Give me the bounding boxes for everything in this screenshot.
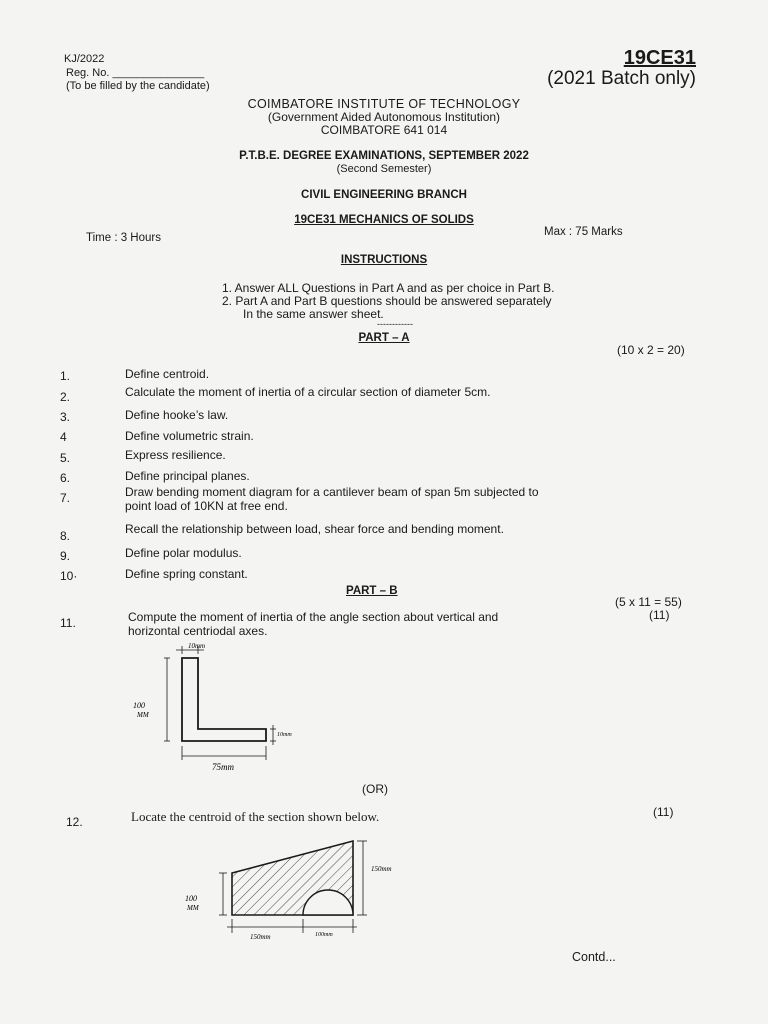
q12-marks: (11) <box>653 805 674 819</box>
question-text: Compute the moment of inertia of the angle section about vertical and <box>128 610 499 624</box>
part-a-heading: PART – A <box>358 332 410 344</box>
question-text: Define volumetric strain. <box>125 429 254 443</box>
question-text: Define polar modulus. <box>125 546 242 560</box>
dim-bottom-label: 75mm <box>212 762 234 772</box>
continued-note: Contd... <box>572 950 616 964</box>
part-b-marks: (5 x 11 = 55) <box>615 595 682 609</box>
question-text: Express resilience. <box>125 448 226 462</box>
dim-bottom-right-label: 100mm <box>315 932 333 938</box>
dim-top-label: 10mm <box>188 642 206 650</box>
dim-right-label: 150mm <box>371 865 392 873</box>
instruction-1: 1. Answer ALL Questions in Part A and as per choice in Part B. <box>222 281 555 295</box>
question-number: 11. <box>60 616 76 630</box>
question-number: 6. <box>60 471 71 485</box>
question-text-cont: horizontal centriodal axes. <box>128 624 268 638</box>
question-number: 7. <box>60 491 71 505</box>
angle-section-figure <box>120 640 320 785</box>
question-text: Define spring constant. <box>125 567 248 581</box>
question-text: Define centroid. <box>125 367 210 381</box>
instruction-2-cont: In the same answer sheet. <box>243 307 384 321</box>
question-number: 2. <box>60 390 71 404</box>
course-code: 19CE31 <box>623 47 696 69</box>
question-number: 4 <box>60 430 67 444</box>
question-number: 3. <box>60 410 71 424</box>
question-text-cont: point load of 10KN at free end. <box>125 499 288 513</box>
instructions-heading: INSTRUCTIONS <box>340 254 428 266</box>
exam-title: P.T.B.E. DEGREE EXAMINATIONS, SEPTEMBER 2022 <box>239 150 529 162</box>
dim-left-unit: MM <box>187 904 199 912</box>
or-separator: (OR) <box>362 782 388 796</box>
dim-left-label: 100 <box>133 701 145 710</box>
question-text: Calculate the moment of inertia of a circular section of diameter 5cm. <box>125 385 491 399</box>
dim-left-label: 100 <box>185 894 197 903</box>
dim-left-unit: MM <box>137 711 149 719</box>
institution-type: (Government Aided Autonomous Institution) <box>267 110 501 124</box>
institution-city: COIMBATORE 641 014 <box>320 123 448 137</box>
question-text: Locate the centroid of the section shown below. <box>131 809 380 824</box>
exam-semester: (Second Semester) <box>336 163 432 175</box>
q11-marks: (11) <box>649 608 670 622</box>
exam-ref: KJ/2022 <box>64 53 105 65</box>
question-text: Define hooke’s law. <box>125 408 229 422</box>
exam-time: Time : 3 Hours <box>86 232 161 244</box>
instruction-2: 2. Part A and Part B questions should be answered separately <box>222 294 552 308</box>
dim-right-label: 10mm <box>277 732 292 738</box>
question-text: Define principal planes. <box>125 469 250 483</box>
question-number: 10· <box>60 569 78 583</box>
dim-bottom-left-label: 150mm <box>250 933 271 941</box>
part-b-heading: PART – B <box>346 585 398 597</box>
trapezoid-section-figure <box>175 835 415 945</box>
question-text: Recall the relationship between load, shear force and bending moment. <box>125 522 504 536</box>
question-number: 8. <box>60 529 71 543</box>
question-number: 9. <box>60 549 71 563</box>
subject-title: 19CE31 MECHANICS OF SOLIDS <box>294 214 474 226</box>
instructions-divider: ------------ <box>377 319 413 329</box>
question-text: Draw bending moment diagram for a cantilever beam of span 5m subjected to <box>125 485 539 499</box>
institution-name: COIMBATORE INSTITUTE OF TECHNOLOGY <box>247 97 521 111</box>
fill-note: (To be filled by the candidate) <box>66 80 210 92</box>
branch: CIVIL ENGINEERING BRANCH <box>301 189 467 201</box>
question-number: 5. <box>60 451 71 465</box>
question-number: 1. <box>60 369 71 383</box>
question-number: 12. <box>66 815 83 829</box>
max-marks: Max : 75 Marks <box>544 226 623 238</box>
reg-no-label: Reg. No. _______________ <box>66 67 205 79</box>
part-a-marks: (10 x 2 = 20) <box>617 343 685 357</box>
batch-note: (2021 Batch only) <box>547 68 696 89</box>
